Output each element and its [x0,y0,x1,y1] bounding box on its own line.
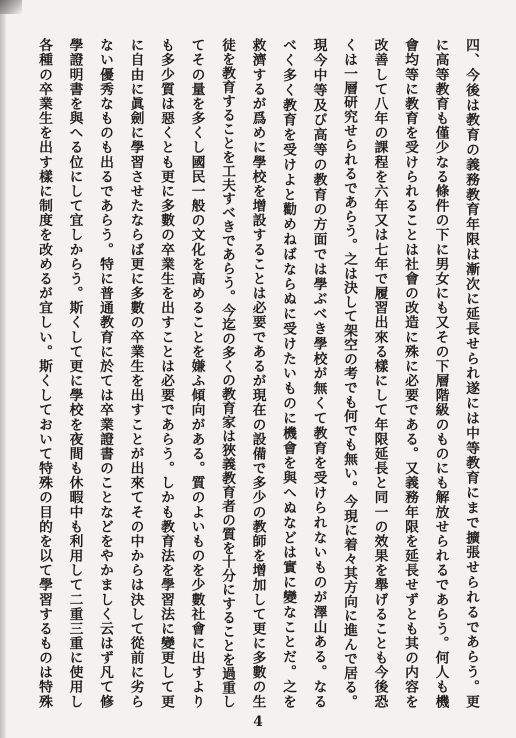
text-column: 現今中等及び高等の教育の方面では學ぶべき學校が無くて教育を受けられないものが澤山ある。なる [310,38,327,708]
page-edge [0,0,6,738]
page-corner-shadow [0,0,22,14]
text-column: 四、今後は教育の義務教育年限は漸次に延長せられ遂には中等教育にまで擴張せられるであらう。更 [463,38,479,708]
text-column: に高等教育も僅少なる條件の下に男女にも又その下層階級のものにも解放せられるであらう。何人も機 [432,38,449,708]
text-column: も多少質は惡くとも更に多數の卒業生を出すことは必要であらう。しかも教育法を學習法に變更して更 [158,38,174,708]
text-column: べく多く教育を受けよと勸めねばならぬに受けたいものに機會を與へぬなどは實に變なことだ。之を [280,38,296,708]
text-column: に自由に眞劍に學習させたならば更に多數の卒業生を出すことが出來てその中からは決して從前に劣ら [127,38,144,708]
text-column: 改善して八年の課程を六年又は七年で履習出來る樣にして年限延長と同一の效果を舉げることも今後恐 [371,38,388,708]
text-column: 救濟するが爲めに學校を增設することは必要であるが現在の設備で多少の教師を增加して更に多數の生 [249,38,266,708]
text-column: 學證明書を與へる位にして宜しからう。斯くして更に學校を夜間も休暇中も利用して二重三重に使用し [66,38,83,708]
text-column: 各種の卒業生を出す樣に制度を改めるが宜しい。斯くしておいて特殊の目的を以て學習するものは特殊 [36,38,52,708]
text-column: 會均等に教育を受けられることは社會の改造に殊に必要である。又義務年限を延長せずとも其の内容を [402,38,418,708]
page-number: 4 [253,714,263,730]
vertical-text-block [28,38,486,708]
text-column: ない優秀なものも出るであらう。特に普通教育に於ては卒業證書のことなどをやかましく云はず凡て修 [97,38,113,708]
text-column: くは一層研究せられるであらう。之は決して架空の考でも何でも無い。今現に着々其方向に進んで居る。 [341,38,357,708]
text-column: 徒を教育することを工夫すべきであらう。今迄の多くの教育家は狹義教育者の質を十分にすることを過重し [219,38,235,708]
text-column: てその量を多くし國民一般の文化を高めることを嫌ふ傾向がある。質のよいものを少數社會に出すより [188,38,205,708]
